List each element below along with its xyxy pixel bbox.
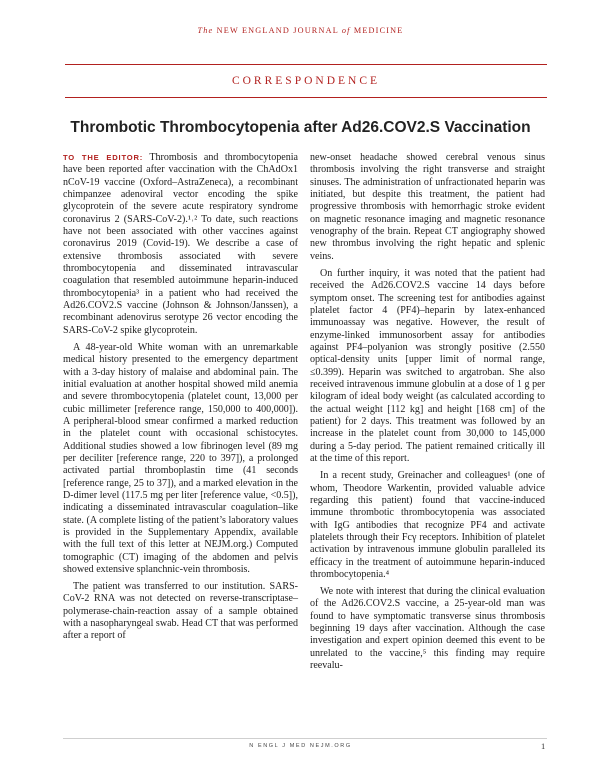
- footer-rule: [63, 738, 547, 739]
- page-number: 1: [541, 741, 546, 751]
- journal-of: of: [341, 26, 351, 35]
- paragraph: [63, 152, 298, 337]
- journal-prefix: The: [197, 26, 214, 35]
- paragraph: On further inquiry, it was noted that the patient had received the Ad26.COV2.S vaccine 14 days before symptom onset. The screening test for antibodies against platelet factor 4 (PF4)–heparin by latex-enhanced immunoassay was negative. However, the result of enzyme-linked immunosorbent assay for antibodies against PF4–polyanion was strongly positive (2.550 optical-density units [upper limit of normal range, ≤0.399). Heparin was switched to argatroban. She also received intravenous immune globulin at a dose of 1 g per kilogram of ideal body weight (as calculated according to the actual weight [112 kg] and height [168 cm] of the patient) for 2 days. This treatment was followed by an increase in the platelet count from 30,000 to 145,000 during a 5-day period. The patient remained critically ill at the time of this report.: [310, 267, 545, 464]
- left-column: [63, 152, 298, 672]
- footer: N ENGL J MED NEJM.ORG: [249, 743, 352, 749]
- journal-main: NEW ENGLAND JOURNAL: [216, 26, 339, 35]
- paragraph-text: Thrombosis and thrombocytopenia have been reported after vaccination with the ChAdOx1 nCoV-19 vaccine (Oxford–AstraZeneca), a recombinant chimpanzee adenoviral vector encoding the spike glycoprotein of the severe acute respiratory syndrome coronavirus 2 (SARS-CoV-2).¹˒² To date, such reactions have not been associated with other vaccines against coronavirus 2019 (Covid-19). We describe a case of extensive thrombosis associated with severe thrombocytopenia and disseminated intravascular coagulation that resembled autoimmune heparin-induced thrombocytopenia³ in a patient who had received the Ad26.COV2.S vaccine (Johnson & Johnson/Janssen), a recombinant adenovirus serotype 26 vector encoding the SARS-CoV-2 spike glycoprotein.: [63, 152, 298, 336]
- paragraph: new-onset headache showed cerebral venous sinus thrombosis involving the right transverse and straight sinuses. The administration of unfractionated heparin was initiated, but despite this treatment, the patient had progressive thrombosis with hemorrhagic stroke evident on magnetic resonance imaging and magnetic resonance venography of the brain. Repeat CT angiography showed new thrombus involving the right hepatic and splenic veins.: [310, 152, 545, 262]
- right-column: [310, 152, 545, 672]
- paragraph: We note with interest that during the clinical evaluation of the Ad26.COV2.S vaccine, a 25-year-old man was found to have symptomatic transverse sinus thrombosis beginning 19 days after vaccination. Although the case investigation and expert opinion deemed this event to be unrelated to the vaccine,⁵ this finding may require reevalu-: [310, 586, 545, 672]
- lead-label: TO THE EDITOR:: [63, 153, 144, 162]
- paragraph: The patient was transferred to our institution. SARS-CoV-2 RNA was not detected on reverse-transcriptase–polymerase-chain-reaction assay of a sample obtained with a nasopharyngeal swab. Head CT that was performed after a report of: [63, 581, 299, 642]
- article-title: Thrombotic Thrombocytopenia after Ad26.COV2.S Vaccination: [70, 119, 531, 136]
- section-title: CORRESPONDENCE: [231, 75, 381, 87]
- journal-header: [0, 26, 601, 35]
- article-body: [63, 152, 545, 672]
- journal-medicine: MEDICINE: [353, 26, 404, 35]
- paragraph: In a recent study, Greinacher and colleagues¹ (one of whom, Theodore Warkentin, provided valuable advice regarding this patient) found that vaccine-induced immune thrombotic thrombocytopenia was associated with IgG antibodies that recognize PF4 and activate platelets through their Fcγ receptors. Inhibition of platelet activation by intravenous immune globulin paralleled its efficacy in the treatment of autoimmune heparin-induced thrombocytopenia.⁴: [310, 470, 545, 580]
- section-banner: [65, 64, 547, 98]
- paragraph: A 48-year-old White woman with an unremarkable medical history presented to the emergency department with a 3-day history of malaise and abdominal pain. The initial evaluation at another hospital showed mild anemia and severe thrombocytopenia (platelet count, 13,000 per cubic millimeter [reference range, 150,000 to 400,000]). A peripheral-blood smear confirmed a marked reduction in the platelet count with occasional schistocytes. Additional studies showed a low fibrinogen level (89 mg per deciliter [reference range, 220 to 397]), a prolonged activated partial thromboplastin time (41 seconds [reference range, 25 to 37]), and a marked elevation in the D-dimer level (117.5 mg per liter [reference value, <0.5]), indicating a disseminated intravascular coagulation–like state. (A complete listing of the patient’s laboratory values is provided in the Supplementary Appendix, available with the full text of this letter at NEJM.org.) Computed tomographic (CT) imaging of the abdomen and pelvis showed extensive splanchnic-vein thrombosis.: [63, 341, 298, 575]
